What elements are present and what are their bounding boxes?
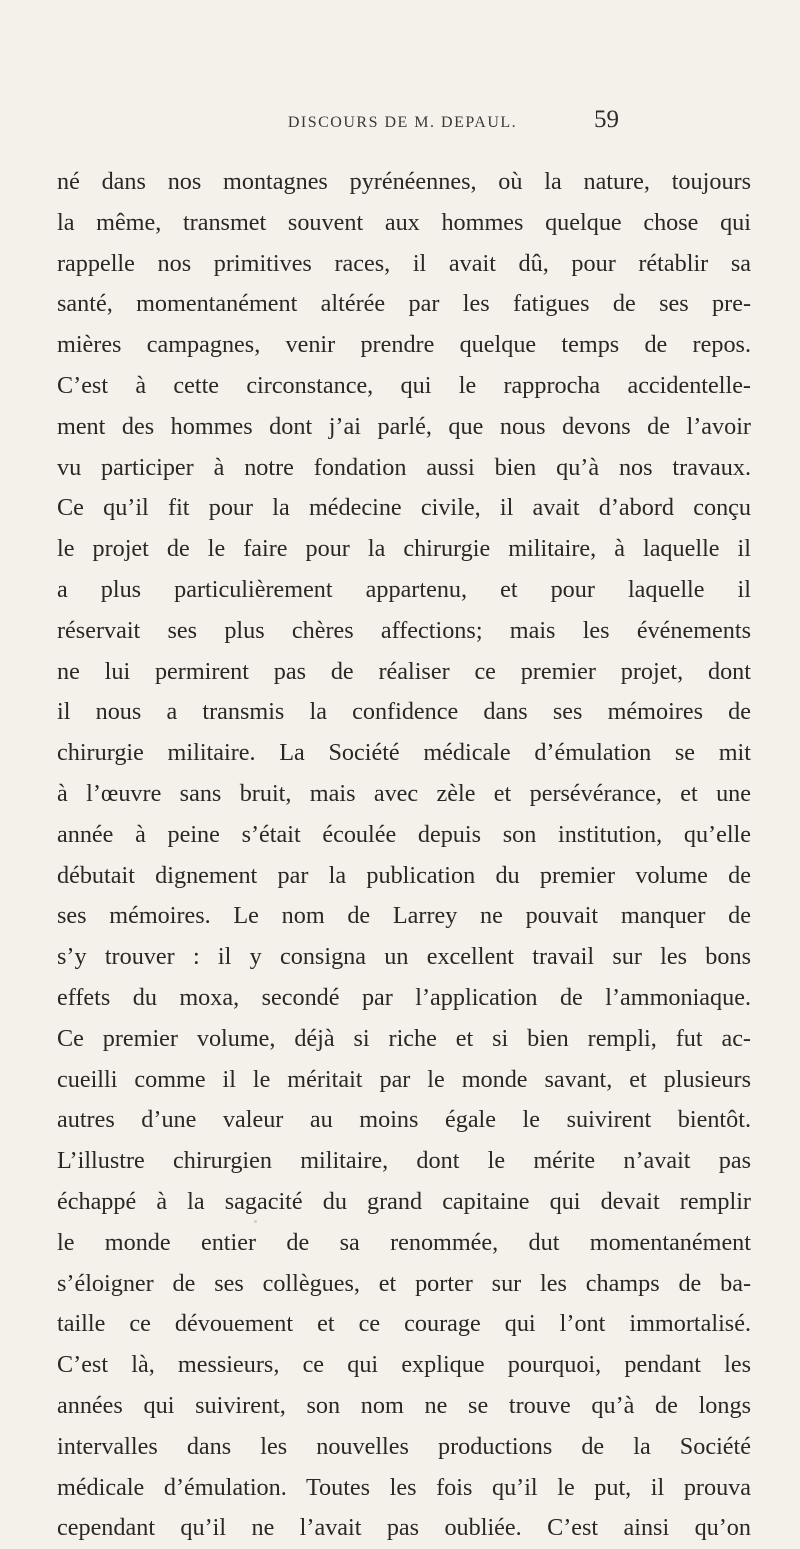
text-line: débutait dignement par la publication du premier volume de <box>57 861 751 889</box>
text-line: le projet de le faire pour la chirurgie militaire, à laquelle il <box>57 535 751 563</box>
text-line: s’éloigner de ses collègues, et porter sur les champs de ba- <box>57 1269 751 1297</box>
text-line: autres d’une valeur au moins égale le suivirent bientôt. <box>57 1106 751 1134</box>
page-number: 59 <box>594 106 619 133</box>
text-line: intervalles dans les nouvelles productions de la Société <box>57 1432 751 1460</box>
running-head: DISCOURS DE M. DEPAUL. <box>287 114 518 131</box>
text-line: chirurgie militaire. La Société médicale d’émulation se mit <box>57 739 751 767</box>
text-line: C’est là, messieurs, ce qui explique pourquoi, pendant les <box>57 1351 751 1379</box>
text-line: cependant qu’il ne l’avait pas oubliée. C’est ainsi qu’on <box>57 1514 751 1542</box>
text-line: Ce qu’il fit pour la médecine civile, il avait d’abord conçu <box>57 494 751 522</box>
text-line: à l’œuvre sans bruit, mais avec zèle et persévérance, et une <box>57 779 751 807</box>
text-line: mières campagnes, venir prendre quelque temps de repos. <box>57 331 751 359</box>
text-line: réservait ses plus chères affections; mais les événements <box>57 616 751 644</box>
text-line: s’y trouver : il y consigna un excellent travail sur les bons <box>57 943 751 971</box>
text-line: taille ce dévouement et ce courage qui l’ont immortalisé. <box>57 1310 751 1338</box>
text-line: échappé à la sagacité du grand capitaine qui devait remplir <box>57 1187 751 1215</box>
text-line: santé, momentanément altérée par les fatigues de ses pre- <box>57 290 751 318</box>
text-line: année à peine s’était écoulée depuis son institution, qu’elle <box>57 820 751 848</box>
body-text <box>57 162 751 1549</box>
text-line: années qui suivirent, son nom ne se trouve qu’à de longs <box>57 1391 751 1419</box>
text-line: ment des hommes dont j’ai parlé, que nous devons de l’avoir <box>57 412 751 440</box>
text-line: vu participer à notre fondation aussi bien qu’à nos travaux. <box>57 453 751 481</box>
paper-speck <box>254 1220 257 1223</box>
text-line: le monde entier de sa renommée, dut momentanément <box>57 1228 751 1256</box>
text-line: né dans nos montagnes pyrénéennes, où la nature, toujours <box>57 168 751 195</box>
text-line: la même, transmet souvent aux hommes quelque chose qui <box>57 208 751 236</box>
text-line: C’est à cette circonstance, qui le rapprocha accidentelle- <box>57 371 751 399</box>
text-line: rappelle nos primitives races, il avait dû, pour rétablir sa <box>57 249 751 277</box>
text-line: Ce premier volume, déjà si riche et si bien rempli, fut ac- <box>57 1024 751 1052</box>
text-line: L’illustre chirurgien militaire, dont le mérite n’avait pas <box>57 1147 751 1175</box>
text-line: ses mémoires. Le nom de Larrey ne pouvait manquer de <box>57 902 751 930</box>
text-line: effets du moxa, secondé par l’application de l’ammoniaque. <box>57 983 751 1011</box>
text-line: cueilli comme il le méritait par le monde savant, et plusieurs <box>57 1065 751 1093</box>
text-line: ne lui permirent pas de réaliser ce premier projet, dont <box>57 657 751 685</box>
text-line: a plus particulièrement appartenu, et pour laquelle il <box>57 575 751 603</box>
text-line: il nous a transmis la confidence dans ses mémoires de <box>57 698 751 726</box>
text-line: médicale d’émulation. Toutes les fois qu’il le put, il prouva <box>57 1473 751 1501</box>
